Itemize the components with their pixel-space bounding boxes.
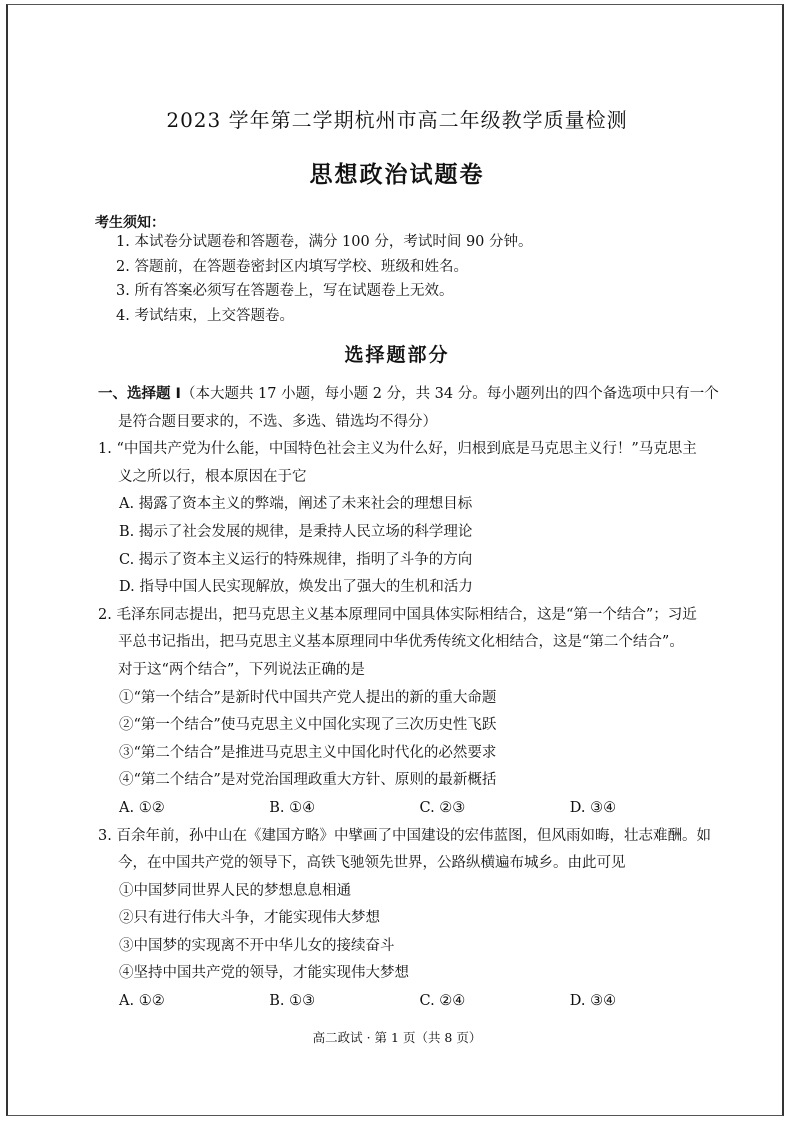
answer-option: B. ①④ [269, 799, 316, 816]
statement: ③中国梦的实现离不开中华儿女的接续奋斗 [119, 937, 395, 954]
part-line-1: （本大题共 17 小题，每小题 2 分，共 34 分。每小题列出的四个备选项中只有一个 [180, 386, 719, 402]
notice-item: 1. 本试卷分试题卷和答题卷，满分 100 分，考试时间 90 分钟。 [116, 234, 533, 250]
question-1 [98, 436, 720, 602]
answer-option: C. ②③ [419, 799, 466, 816]
answer-option: D. ③④ [569, 799, 617, 816]
part-label: 一、选择题 Ⅰ [98, 386, 181, 402]
question-stem: 2. 毛泽东同志提出，把马克思主义基本原理同中国具体实际相结合，这是“第一个结合”；习近 [98, 606, 697, 623]
notice-heading: 考生须知： [95, 215, 165, 231]
page-footer: 高二政试 · 第 1 页（共 8 页） [312, 1030, 482, 1045]
statement: ④“第二个结合”是对党治国理政重大方针、原则的最新概括 [119, 772, 497, 789]
notice-item: 3. 所有答案必须写在答题卷上，写在试题卷上无效。 [116, 283, 454, 299]
part-line-2: 是符合题目要求的，不选、多选、错选均不得分） [118, 413, 437, 430]
notice-item: 4. 考试结束，上交答题卷。 [116, 307, 294, 324]
part-instruction [98, 381, 720, 409]
answer-choice: A. 揭露了资本主义的弊端，阐述了未来社会的理想目标 [119, 496, 473, 513]
answer-choice: C. 揭示了资本主义运行的特殊规律，指明了斗争的方向 [119, 551, 473, 568]
answer-options [98, 988, 720, 1016]
question-stem: 平总书记指出，把马克思主义基本原理同中华优秀传统文化相结合，这是“第二个结合”。 [118, 634, 684, 651]
question-stem: 义之所以行，根本原因在于它 [118, 468, 307, 485]
notice-list [116, 230, 533, 328]
question-3 [98, 823, 720, 1016]
question-stem: 3. 百余年前，孙中山在《建国方略》中擘画了中国建设的宏伟蓝图，但风雨如晦，壮志难酬。如 [98, 827, 711, 844]
statement: ①中国梦同世界人民的梦想息息相通 [119, 882, 351, 899]
statement: ①“第一个结合”是新时代中国共产党人提出的新的重大命题 [119, 689, 497, 706]
section-title: 选择题部分 [344, 344, 450, 366]
question-2 [98, 602, 720, 823]
answer-option: A. ①② [119, 993, 165, 1010]
question-stem: 1. “中国共产党为什么能，中国特色社会主义为什么好，归根到底是马克思主义行！”马克思主 [98, 441, 697, 458]
statement: ②只有进行伟大斗争，才能实现伟大梦想 [119, 910, 380, 927]
question-stem: 今，在中国共产党的领导下，高铁飞驰领先世界，公路纵横遍布城乡。由此可见 [118, 855, 626, 872]
answer-option: C. ②④ [419, 993, 466, 1010]
questions-area [98, 381, 720, 1016]
answer-choice: B. 揭示了社会发展的规律，是秉持人民立场的科学理论 [119, 523, 473, 540]
notice-item: 2. 答题前，在答题卷密封区内填写学校、班级和姓名。 [116, 258, 468, 275]
answer-option: B. ①③ [269, 993, 316, 1010]
answer-option: A. ①② [119, 799, 165, 816]
answer-option: D. ③④ [569, 993, 617, 1010]
answer-choice: D. 指导中国人民实现解放，焕发出了强大的生机和活力 [119, 579, 473, 596]
statement: ③“第二个结合”是推进马克思主义中国化时代化的必然要求 [119, 744, 497, 761]
exam-subtitle: 思想政治试题卷 [309, 162, 485, 188]
answer-options [98, 795, 720, 823]
statement: ②“第一个结合”使马克思主义中国化实现了三次历史性飞跃 [119, 717, 497, 734]
exam-title: 2023 学年第二学期杭州市高二年级教学质量检测 [166, 108, 628, 132]
statement: ④坚持中国共产党的领导，才能实现伟大梦想 [119, 965, 409, 982]
question-stem: 对于这“两个结合”，下列说法正确的是 [118, 661, 365, 678]
